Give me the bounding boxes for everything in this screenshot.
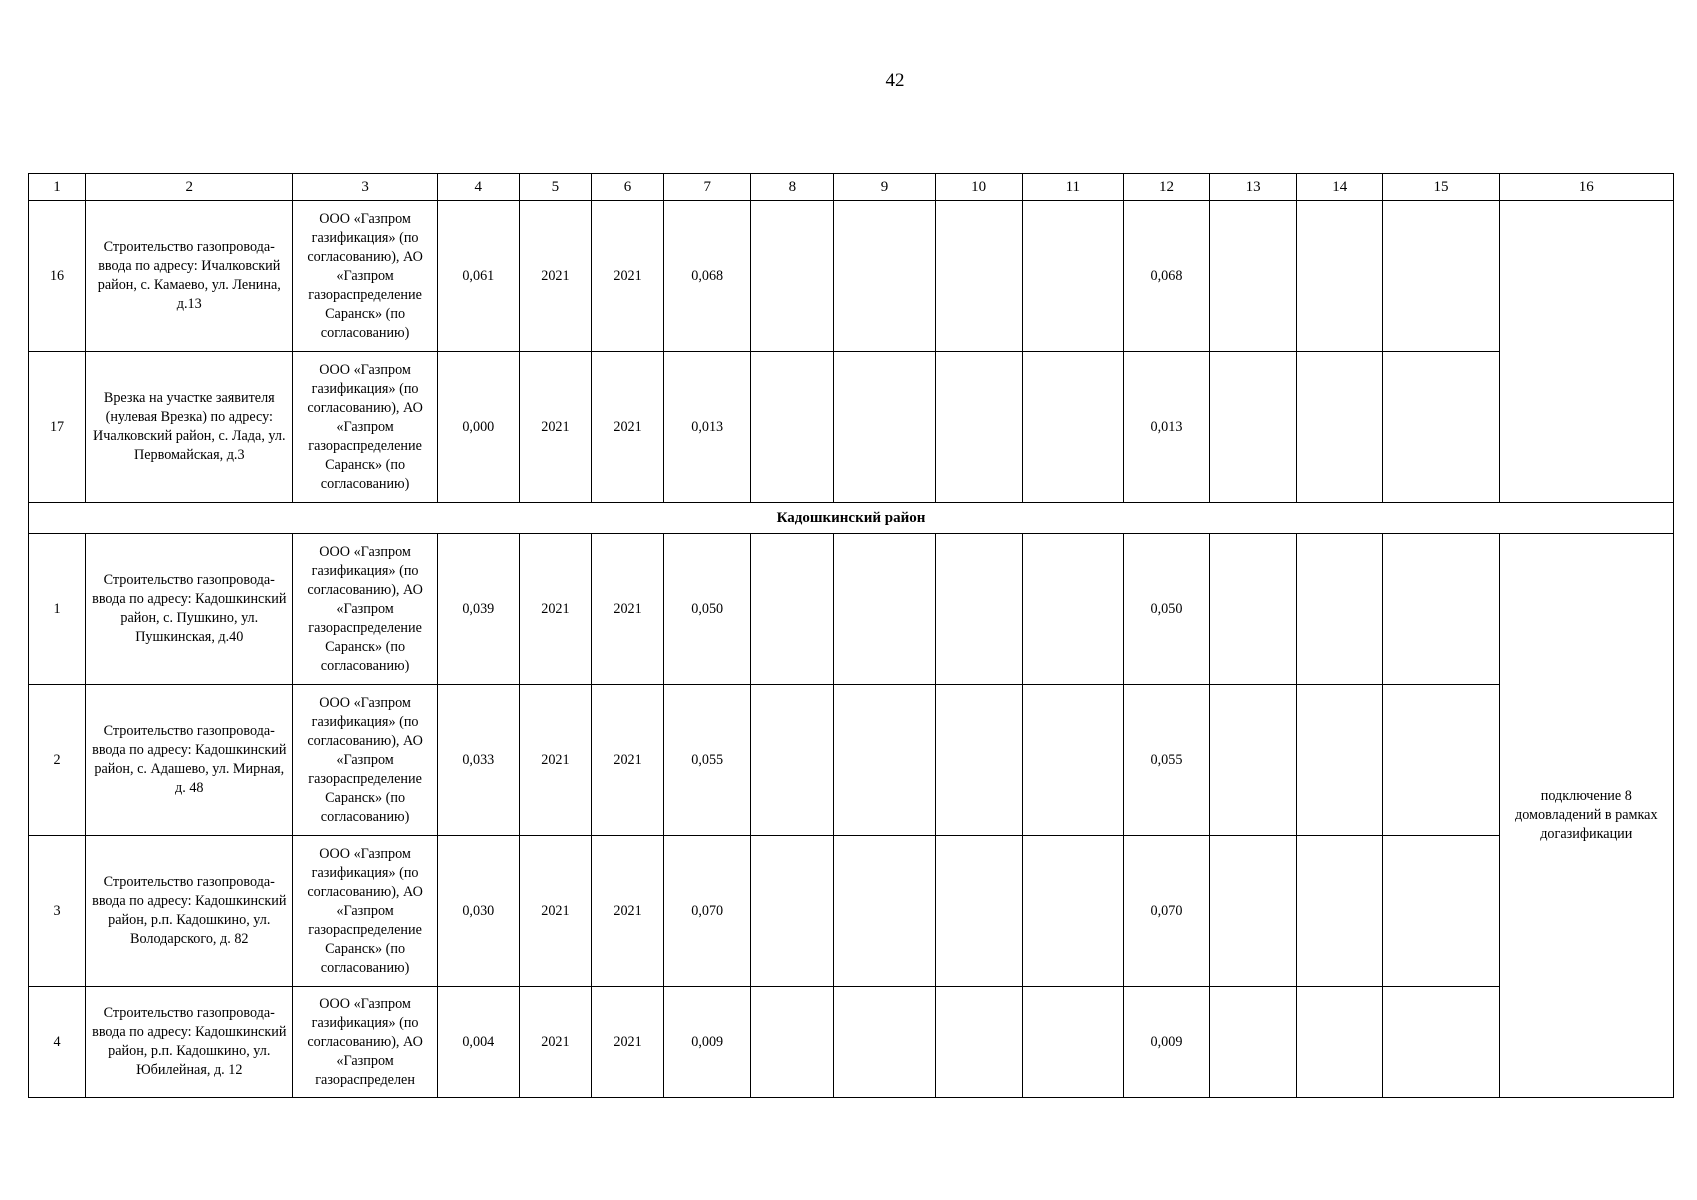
empty-cell bbox=[1297, 987, 1383, 1098]
cell-col7: 0,055 bbox=[664, 685, 751, 836]
empty-cell bbox=[935, 534, 1022, 685]
executor: ООО «Газпром газификация» (по согласованию), АО «Газпром газораспределен bbox=[293, 987, 437, 1098]
empty-cell bbox=[1210, 685, 1297, 836]
cell-col7: 0,009 bbox=[664, 987, 751, 1098]
empty-cell bbox=[1297, 201, 1383, 352]
page-number: 42 bbox=[885, 70, 905, 91]
column-header: 6 bbox=[591, 174, 663, 201]
column-header: 15 bbox=[1383, 174, 1499, 201]
executor: ООО «Газпром газификация» (по согласованию), АО «Газпром газораспределение Саранск» (по согласованию) bbox=[293, 534, 437, 685]
column-header: 10 bbox=[935, 174, 1022, 201]
table-row bbox=[29, 352, 1674, 503]
empty-cell bbox=[1383, 685, 1499, 836]
row-number: 17 bbox=[29, 352, 86, 503]
cell-col4: 0,033 bbox=[437, 685, 519, 836]
column-number-header-row bbox=[29, 174, 1674, 201]
table-row bbox=[29, 201, 1674, 352]
end-year: 2021 bbox=[591, 987, 663, 1098]
section-title: Кадошкинский район bbox=[29, 503, 1674, 534]
empty-cell bbox=[1383, 987, 1499, 1098]
empty-cell bbox=[1297, 534, 1383, 685]
column-header: 12 bbox=[1123, 174, 1209, 201]
cell-col12: 0,068 bbox=[1123, 201, 1209, 352]
note-cell-empty bbox=[1499, 201, 1673, 503]
executor: ООО «Газпром газификация» (по согласованию), АО «Газпром газораспределение Саранск» (по согласованию) bbox=[293, 836, 437, 987]
column-header: 8 bbox=[751, 174, 834, 201]
empty-cell bbox=[935, 836, 1022, 987]
cell-col7: 0,070 bbox=[664, 836, 751, 987]
empty-cell bbox=[834, 987, 935, 1098]
empty-cell bbox=[834, 685, 935, 836]
cell-col7: 0,050 bbox=[664, 534, 751, 685]
object-name: Строительство газопровода-ввода по адресу: Кадошкинский район, р.п. Кадошкино, ул. Юбилейная, д. 12 bbox=[86, 987, 293, 1098]
cell-col12: 0,050 bbox=[1123, 534, 1209, 685]
row-number: 2 bbox=[29, 685, 86, 836]
start-year: 2021 bbox=[519, 987, 591, 1098]
empty-cell bbox=[834, 352, 935, 503]
cell-col12: 0,009 bbox=[1123, 987, 1209, 1098]
empty-cell bbox=[1297, 352, 1383, 503]
cell-col12: 0,070 bbox=[1123, 836, 1209, 987]
end-year: 2021 bbox=[591, 534, 663, 685]
column-header: 16 bbox=[1499, 174, 1673, 201]
column-header: 7 bbox=[664, 174, 751, 201]
object-name: Строительство газопровода-ввода по адресу: Кадошкинский район, с. Пушкино, ул. Пушкинская, д.40 bbox=[86, 534, 293, 685]
object-name: Врезка на участке заявителя (нулевая Врезка) по адресу: Ичалковский район, с. Лада, ул. Первомайская, д.3 bbox=[86, 352, 293, 503]
empty-cell bbox=[1297, 685, 1383, 836]
section-row bbox=[29, 503, 1674, 534]
column-header: 11 bbox=[1022, 174, 1123, 201]
end-year: 2021 bbox=[591, 836, 663, 987]
empty-cell bbox=[834, 836, 935, 987]
cell-col4: 0,039 bbox=[437, 534, 519, 685]
empty-cell bbox=[1383, 201, 1499, 352]
cell-col4: 0,030 bbox=[437, 836, 519, 987]
empty-cell bbox=[751, 987, 834, 1098]
empty-cell bbox=[751, 352, 834, 503]
empty-cell bbox=[935, 201, 1022, 352]
column-header: 9 bbox=[834, 174, 935, 201]
empty-cell bbox=[1022, 685, 1123, 836]
cell-col4: 0,000 bbox=[437, 352, 519, 503]
executor: ООО «Газпром газификация» (по согласованию), АО «Газпром газораспределение Саранск» (по согласованию) bbox=[293, 201, 437, 352]
cell-col7: 0,068 bbox=[664, 201, 751, 352]
start-year: 2021 bbox=[519, 685, 591, 836]
empty-cell bbox=[1210, 836, 1297, 987]
empty-cell bbox=[935, 685, 1022, 836]
column-header: 14 bbox=[1297, 174, 1383, 201]
cell-col12: 0,013 bbox=[1123, 352, 1209, 503]
empty-cell bbox=[1383, 352, 1499, 503]
cell-col4: 0,061 bbox=[437, 201, 519, 352]
row-number: 16 bbox=[29, 201, 86, 352]
empty-cell bbox=[1297, 836, 1383, 987]
row-number: 3 bbox=[29, 836, 86, 987]
start-year: 2021 bbox=[519, 836, 591, 987]
table-row bbox=[29, 685, 1674, 836]
start-year: 2021 bbox=[519, 201, 591, 352]
empty-cell bbox=[751, 836, 834, 987]
empty-cell bbox=[1022, 836, 1123, 987]
empty-cell bbox=[935, 987, 1022, 1098]
empty-cell bbox=[834, 534, 935, 685]
note-cell: подключение 8 домовладений в рамках догазификации bbox=[1499, 534, 1673, 1098]
empty-cell bbox=[1210, 201, 1297, 352]
empty-cell bbox=[1022, 987, 1123, 1098]
cell-col4: 0,004 bbox=[437, 987, 519, 1098]
table-row bbox=[29, 836, 1674, 987]
executor: ООО «Газпром газификация» (по согласованию), АО «Газпром газораспределение Саранск» (по согласованию) bbox=[293, 685, 437, 836]
object-name: Строительство газопровода-ввода по адресу: Кадошкинский район, р.п. Кадошкино, ул. Володарского, д. 82 bbox=[86, 836, 293, 987]
empty-cell bbox=[1383, 836, 1499, 987]
column-header: 4 bbox=[437, 174, 519, 201]
column-header: 1 bbox=[29, 174, 86, 201]
object-name: Строительство газопровода-ввода по адресу: Кадошкинский район, с. Адашево, ул. Мирная, д. 48 bbox=[86, 685, 293, 836]
column-header: 2 bbox=[86, 174, 293, 201]
empty-cell bbox=[1210, 352, 1297, 503]
end-year: 2021 bbox=[591, 352, 663, 503]
empty-cell bbox=[1022, 201, 1123, 352]
cell-col12: 0,055 bbox=[1123, 685, 1209, 836]
column-header: 5 bbox=[519, 174, 591, 201]
empty-cell bbox=[834, 201, 935, 352]
start-year: 2021 bbox=[519, 534, 591, 685]
empty-cell bbox=[1210, 534, 1297, 685]
table-row bbox=[29, 534, 1674, 685]
data-table bbox=[28, 173, 1674, 1098]
end-year: 2021 bbox=[591, 685, 663, 836]
empty-cell bbox=[935, 352, 1022, 503]
empty-cell bbox=[751, 685, 834, 836]
end-year: 2021 bbox=[591, 201, 663, 352]
empty-cell bbox=[1383, 534, 1499, 685]
object-name: Строительство газопровода-ввода по адресу: Ичалковский район, с. Камаево, ул. Ленина, д.13 bbox=[86, 201, 293, 352]
empty-cell bbox=[1210, 987, 1297, 1098]
column-header: 13 bbox=[1210, 174, 1297, 201]
executor: ООО «Газпром газификация» (по согласованию), АО «Газпром газораспределение Саранск» (по согласованию) bbox=[293, 352, 437, 503]
start-year: 2021 bbox=[519, 352, 591, 503]
row-number: 4 bbox=[29, 987, 86, 1098]
empty-cell bbox=[751, 201, 834, 352]
empty-cell bbox=[751, 534, 834, 685]
cell-col7: 0,013 bbox=[664, 352, 751, 503]
table-row bbox=[29, 987, 1674, 1098]
column-header: 3 bbox=[293, 174, 437, 201]
row-number: 1 bbox=[29, 534, 86, 685]
empty-cell bbox=[1022, 352, 1123, 503]
empty-cell bbox=[1022, 534, 1123, 685]
